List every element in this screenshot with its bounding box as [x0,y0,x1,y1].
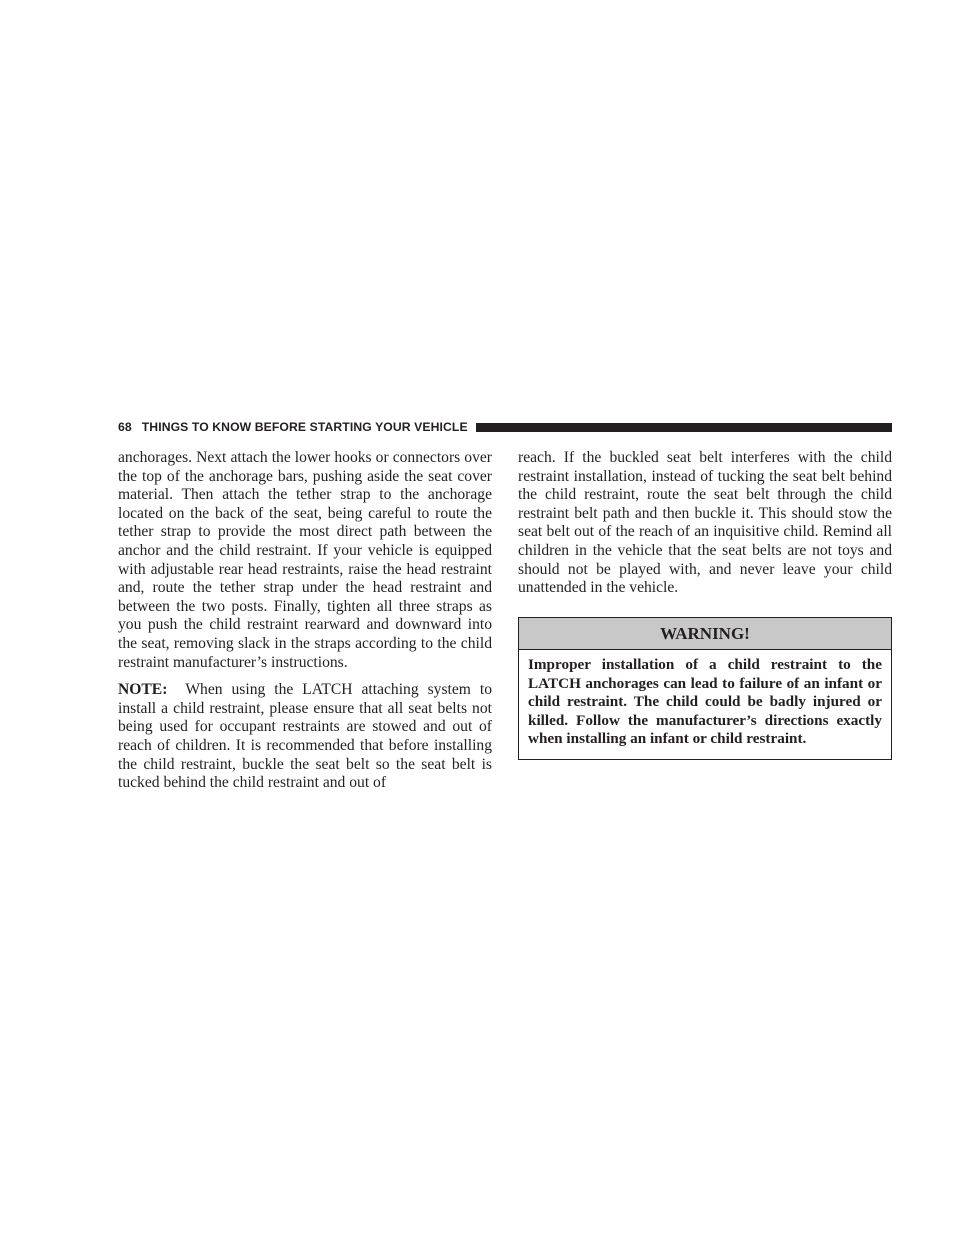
right-column [518,449,892,598]
note-paragraph [118,681,492,793]
body-paragraph: anchorages. Next attach the lower hooks or connectors over the top of the anchorage bars, pushing aside the seat cover material. Then attach the tether strap to the anchorage located on the back of the seat, being careful to route the tether strap to provide the most direct path between the anchor and the child restraint. If your vehicle is equipped with adjustable rear head restraints, raise the head restraint and, route the tether strap under the head restraint and between the two posts. Finally, tighten all three straps as you push the child restraint rearward and downward into the seat, removing slack in the straps according to the child restraint manufacturer’s instructions. [118,449,492,671]
page-header [118,419,892,435]
note-text: When using the LATCH attaching system to install a child restraint, please ensure that all seat belts not being used for occupant restraints are stowed and out of reach of children. It is recommended that before installing the child restraint, buckle the seat belt so the seat belt is tucked behind the child restraint and out of [118,681,492,792]
warning-text: Improper installation of a child restraint to the LATCH anchorages can lead to failure of an infant or child restraint. The child could be badly injured or killed. Follow the manufacturer’s directions exactly when installing an infant or child restraint. [528,656,882,748]
header-rule [476,423,892,432]
note-label: NOTE: [118,681,168,699]
left-column [118,449,492,793]
body-paragraph: reach. If the buckled seat belt interferes with the child restraint installation, instead of tucking the seat belt behind the child restraint, route the seat belt through the child restraint belt path and then buckle it. This should stow the seat belt out of the reach of an inquisitive child. Remind all children in the vehicle that the seat belts are not toys and should not be played with, and never leave your child unattended in the vehicle. [518,449,892,597]
section-title: THINGS TO KNOW BEFORE STARTING YOUR VEHICLE [141,420,468,434]
warning-title: WARNING! [519,618,891,650]
warning-box [518,617,892,760]
page-number: 68 [118,420,132,434]
